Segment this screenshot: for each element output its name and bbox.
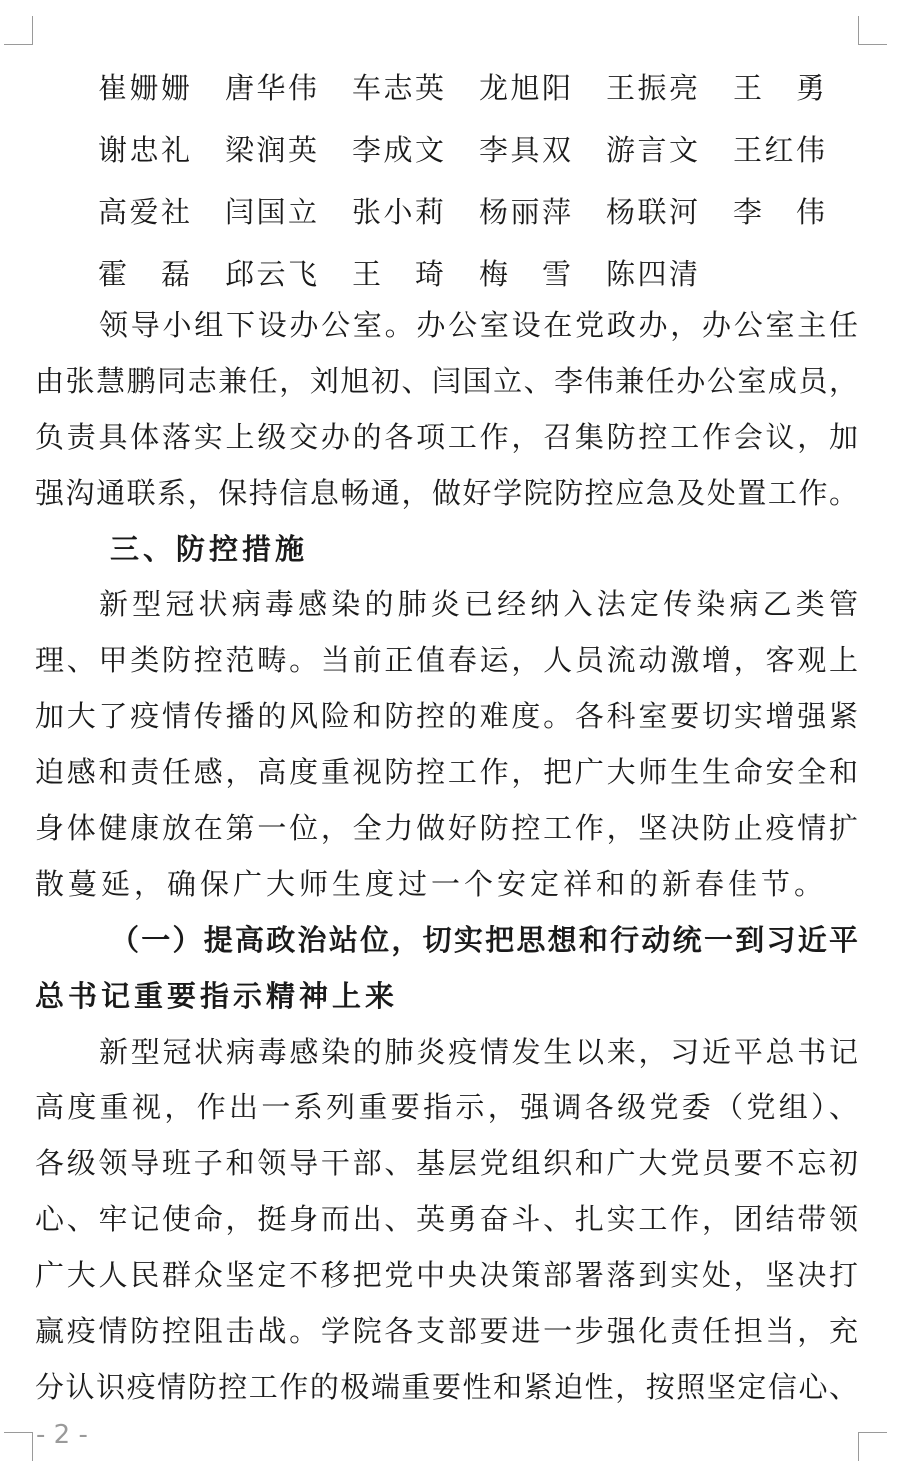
paragraph-line: 心、牢记使命，挺身而出、英勇奋斗、扎实工作，团结带领: [35, 1202, 858, 1237]
paragraph-line: 散蔓延，确保广大师生度过一个安定祥和的新春佳节。: [35, 866, 828, 901]
crop-mark-top-right: [858, 16, 887, 45]
member-name: 王振亮: [606, 70, 698, 105]
member-name: 谢忠礼: [98, 132, 190, 167]
paragraph-line: 负责具体落实上级交办的各项工作，召集防控工作会议，加: [35, 419, 858, 454]
paragraph-line: 由张慧鹏同志兼任，刘旭初、闫国立、李伟兼任办公室成员，: [35, 363, 858, 398]
member-name: 邱云飞: [225, 256, 317, 291]
crop-mark-top-left: [4, 16, 33, 45]
paragraph-line: 各级领导班子和领导干部、基层党组织和广大党员要不忘初: [35, 1146, 858, 1181]
member-name: 李 伟: [733, 194, 825, 229]
page-number: - 2 -: [36, 1420, 88, 1450]
member-name: 车志英: [352, 70, 444, 105]
name-row: [98, 241, 860, 303]
member-name: 杨联河: [606, 194, 698, 229]
crop-mark-bottom-left: [4, 1432, 33, 1461]
member-name: 高爱社: [98, 194, 190, 229]
section-heading: 三、防控措施: [110, 531, 309, 566]
member-name: 崔姗姗: [98, 70, 190, 105]
member-name: 龙旭阳: [479, 70, 571, 105]
member-name: 王红伟: [733, 132, 825, 167]
paragraph-line: 身体健康放在第一位，全力做好防控工作，坚决防止疫情扩: [35, 811, 858, 846]
paragraph-line: 高度重视，作出一系列重要指示，强调各级党委（党组）、: [35, 1090, 858, 1125]
member-name: 唐华伟: [225, 70, 317, 105]
member-name: 杨丽萍: [479, 194, 571, 229]
paragraph-line: 领导小组下设办公室。办公室设在党政办，办公室主任: [99, 308, 858, 342]
paragraph-line: 新型冠状病毒感染的肺炎疫情发生以来，习近平总书记: [99, 1034, 858, 1069]
member-name: 霍 磊: [98, 256, 190, 291]
member-name: 陈四清: [606, 256, 698, 291]
paragraph-line: 新型冠状病毒感染的肺炎已经纳入法定传染病乙类管: [99, 587, 858, 622]
paragraph-line: 迫感和责任感，高度重视防控工作，把广大师生生命安全和: [35, 755, 858, 790]
name-row: [98, 179, 860, 241]
member-name: 游言文: [606, 132, 698, 167]
member-names-list: [98, 55, 860, 303]
member-name: 梅 雪: [479, 256, 571, 291]
subsection-heading-line: （一）提高政治站位，切实把思想和行动统一到习近平: [110, 922, 858, 957]
name-row: [98, 55, 860, 117]
paragraph-line: 加大了疫情传播的风险和防控的难度。各科室要切实增强紧: [35, 699, 858, 734]
paragraph-line: 强沟通联系，保持信息畅通，做好学院防控应急及处置工作。: [35, 475, 858, 510]
member-name: 王 勇: [733, 70, 825, 105]
member-name: 王 琦: [352, 256, 444, 291]
name-row: [98, 117, 860, 179]
document-body: [35, 298, 858, 1416]
crop-mark-bottom-right: [858, 1432, 887, 1461]
member-name: 梁润英: [225, 132, 317, 167]
paragraph-line: 赢疫情防控阻击战。学院各支部要进一步强化责任担当，充: [35, 1314, 858, 1349]
paragraph-line: 广大人民群众坚定不移把党中央决策部署落到实处，坚决打: [35, 1258, 858, 1293]
member-name: 闫国立: [225, 194, 317, 229]
subsection-heading-line: 总书记重要指示精神上来: [35, 978, 399, 1013]
member-name: 李成文: [352, 132, 444, 167]
member-name: 张小莉: [352, 194, 444, 229]
paragraph-line: 理、甲类防控范畴。当前正值春运，人员流动激增，客观上: [35, 643, 858, 678]
member-name: 李具双: [479, 132, 571, 167]
paragraph-line: 分认识疫情防控工作的极端重要性和紧迫性，按照坚定信心、: [35, 1369, 858, 1404]
